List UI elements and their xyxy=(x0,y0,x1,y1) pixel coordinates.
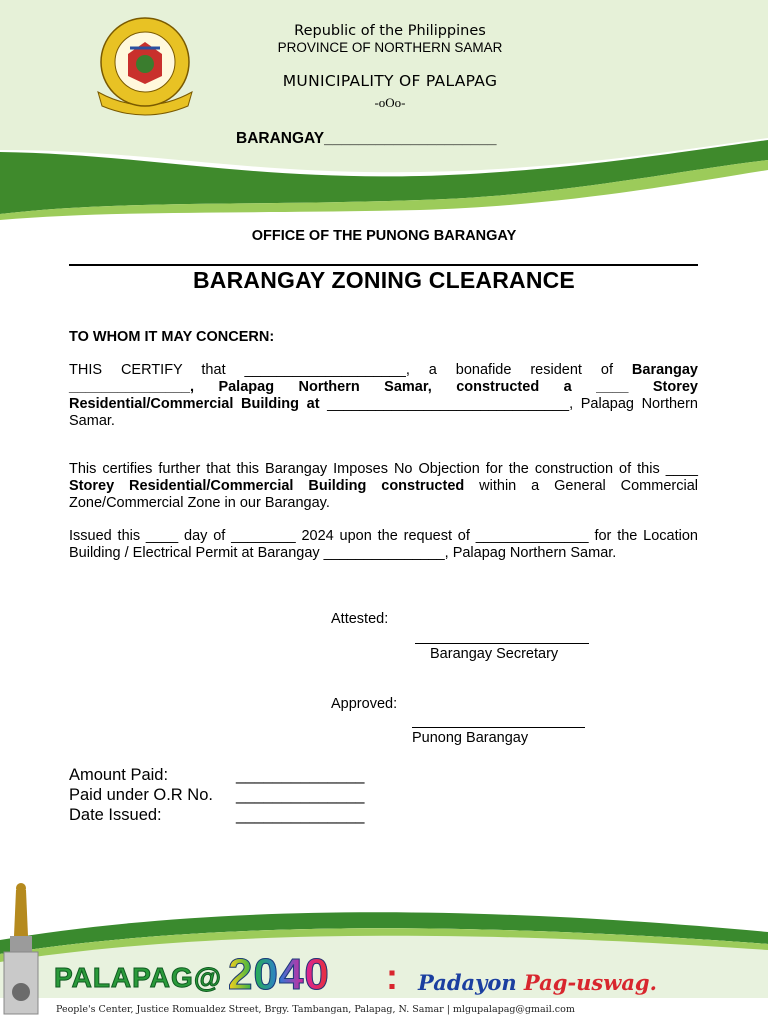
approved-label: Approved: xyxy=(331,696,398,712)
para2-bold: Storey Residential/Commercial Building constructed xyxy=(69,478,465,494)
republic-heading: Republic of the Philippines xyxy=(294,23,486,39)
date-issued-blank: ______________ xyxy=(236,806,365,824)
footer-2040-logo-text: 2040 xyxy=(228,950,330,999)
title-rule xyxy=(69,264,698,266)
para1-text-b: ______________________________, Palapag Northern Samar. xyxy=(69,396,698,429)
document-title: BARANGAY ZONING CLEARANCE xyxy=(193,267,575,293)
certification-paragraph xyxy=(69,362,698,430)
salutation: TO WHOM IT MAY CONCERN: xyxy=(69,329,275,345)
tagline-paguswag: Pag-uswag. xyxy=(523,970,657,995)
amount-paid-blank: ______________ xyxy=(236,766,365,784)
footer-address: People's Center, Justice Romualdez Street, Brgy. Tambangan, Palapag, N. Samar | mlgupalapag@gmail.com xyxy=(56,1004,575,1015)
barangay-name-field: BARANGAY____________________ xyxy=(236,130,497,147)
para2-text-a: This certifies further that this Barangay Imposes No Objection for the construction of this ____ xyxy=(69,461,698,477)
or-number-label: Paid under O.R No. xyxy=(69,786,213,804)
approved-signature-line xyxy=(412,727,585,728)
attested-label: Attested: xyxy=(331,611,389,627)
or-number-blank: ______________ xyxy=(236,786,365,804)
para1-bold: Barangay _______________, Palapag Northern Samar, constructed a ____ Storey Residential/Commercial Building at xyxy=(69,362,698,412)
para2-text-b: within a General Commercial Zone/Commercial Zone in our Barangay. xyxy=(69,478,698,511)
footer-tagline xyxy=(418,970,657,995)
para1-text-a: THIS CERTIFY that ____________________, a bonafide resident of xyxy=(69,362,632,378)
date-issued-label: Date Issued: xyxy=(69,806,162,824)
municipality-heading: MUNICIPALITY OF PALAPAG xyxy=(282,72,498,90)
tagline-padayon: Padayon xyxy=(418,970,517,995)
amount-paid-label: Amount Paid: xyxy=(69,766,169,784)
no-objection-paragraph xyxy=(69,461,698,512)
barangay-secretary-title: Barangay Secretary xyxy=(430,646,559,662)
punong-barangay-title: Punong Barangay xyxy=(412,730,529,746)
footer-palapag-logo-text: PALAPAG@ xyxy=(54,962,223,993)
attested-signature-line xyxy=(415,643,589,644)
province-heading: PROVINCE OF NORTHERN SAMAR xyxy=(277,40,503,55)
office-heading: OFFICE OF THE PUNONG BARANGAY xyxy=(251,228,517,244)
footer-background xyxy=(0,880,768,1024)
issued-paragraph: Issued this ____ day of ________ 2024 upon the request of ______________ for the Location Building / Electrical Permit at Barangay _______________, Palapag Northern Samar. xyxy=(69,528,698,561)
header-ornament: -oOo- xyxy=(374,95,406,110)
footer-colon: : xyxy=(386,956,398,997)
